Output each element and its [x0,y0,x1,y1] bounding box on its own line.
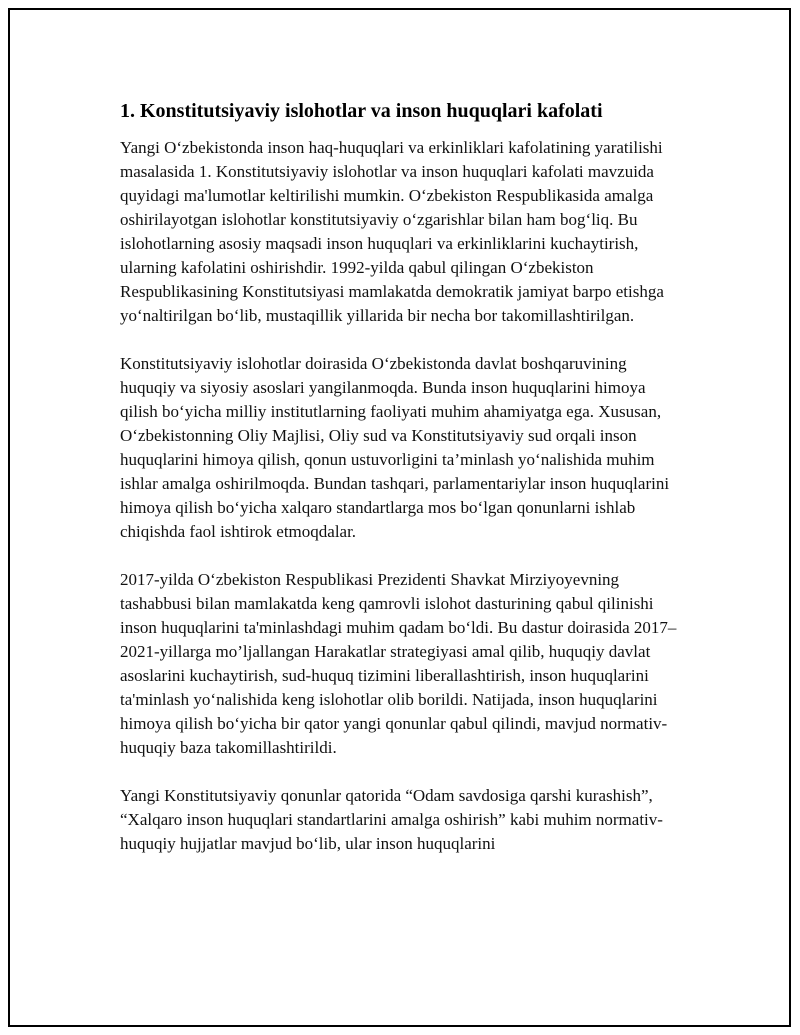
paragraph-4: Yangi Konstitutsiyaviy qonunlar qatorida “Odam savdosiga qarshi kurashish”, “Xalqaro inson huquqlari standartlarini amalga oshirish” kabi muhim normativ-huquqiy hujjatlar mavjud bo‘lib, ular inson huquqlarini [120,786,663,853]
paragraph-1: Yangi O‘zbekistonda inson haq-huquqlari va erkinliklari kafolatining yaratilishi masalasida 1. Konstitutsiyaviy islohotlar va inson huquqlari kafolati mavzuida quyidagi ma'lumotlar keltirilishi mumkin. O‘zbekiston Respublikasida amalga oshirilayotgan islohotlar konstitutsiyaviy o‘zgarishlar bilan ham bog‘liq. Bu islohotlarning asosiy maqsadi inson huquqlari va erkinliklarini kuchaytirish, ularning kafolatini oshirishdir. 1992-yilda qabul qilingan O‘zbekiston Respublikasining Konstitutsiyasi mamlakatda demokratik jamiyat barpo etishga yo‘naltirilgan bo‘lib, mustaqillik yillarida bir necha bor takomillashtirilgan. [120,138,664,325]
document-body [120,98,680,880]
document-heading: 1. Konstitutsiyaviy islohotlar va inson huquqlari kafolati [120,100,603,122]
paragraph-2: Konstitutsiyaviy islohotlar doirasida O‘zbekistonda davlat boshqaruvining huquqiy va siyosiy asoslari yangilanmoqda. Bunda inson huquqlarini himoya qilish bo‘yicha milliy institutlarning faoliyati muhim ahamiyatga ega. Xususan, O‘zbekistonning Oliy Majlisi, Oliy sud va Konstitutsiyaviy sud orqali inson huquqlarini himoya qilish, qonun ustuvorligini ta’minlash yo‘nalishida muhim ishlar amalga oshirilmoqda. Bundan tashqari, parlamentariylar inson huquqlarini himoya qilish bo‘yicha xalqaro standartlarga mos bo‘lgan qonunlarni ishlab chiqishda faol ishtirok etmoqdalar. [120,354,670,541]
paragraph-3: 2017-yilda O‘zbekiston Respublikasi Prezidenti Shavkat Mirziyoyevning tashabbusi bilan mamlakatda keng qamrovli islohot dasturining qabul qilinishi inson huquqlarini ta'minlashdagi muhim qadam bo‘ldi. Bu dastur doirasida 2017–2021-yillarga mo’ljallangan Harakatlar strategiyasi amal qilib, huquqiy davlat asoslarini kuchaytirish, sud-huquq tizimini liberallashtirish, inson huquqlarini ta'minlash yo‘nalishida keng islohotlar olib borildi. Natijada, inson huquqlarini himoya qilish bo‘yicha bir qator yangi qonunlar qabul qilindi, mavjud normativ-huquqiy baza takomillashtirildi. [120,570,677,757]
page-frame [8,8,791,1027]
